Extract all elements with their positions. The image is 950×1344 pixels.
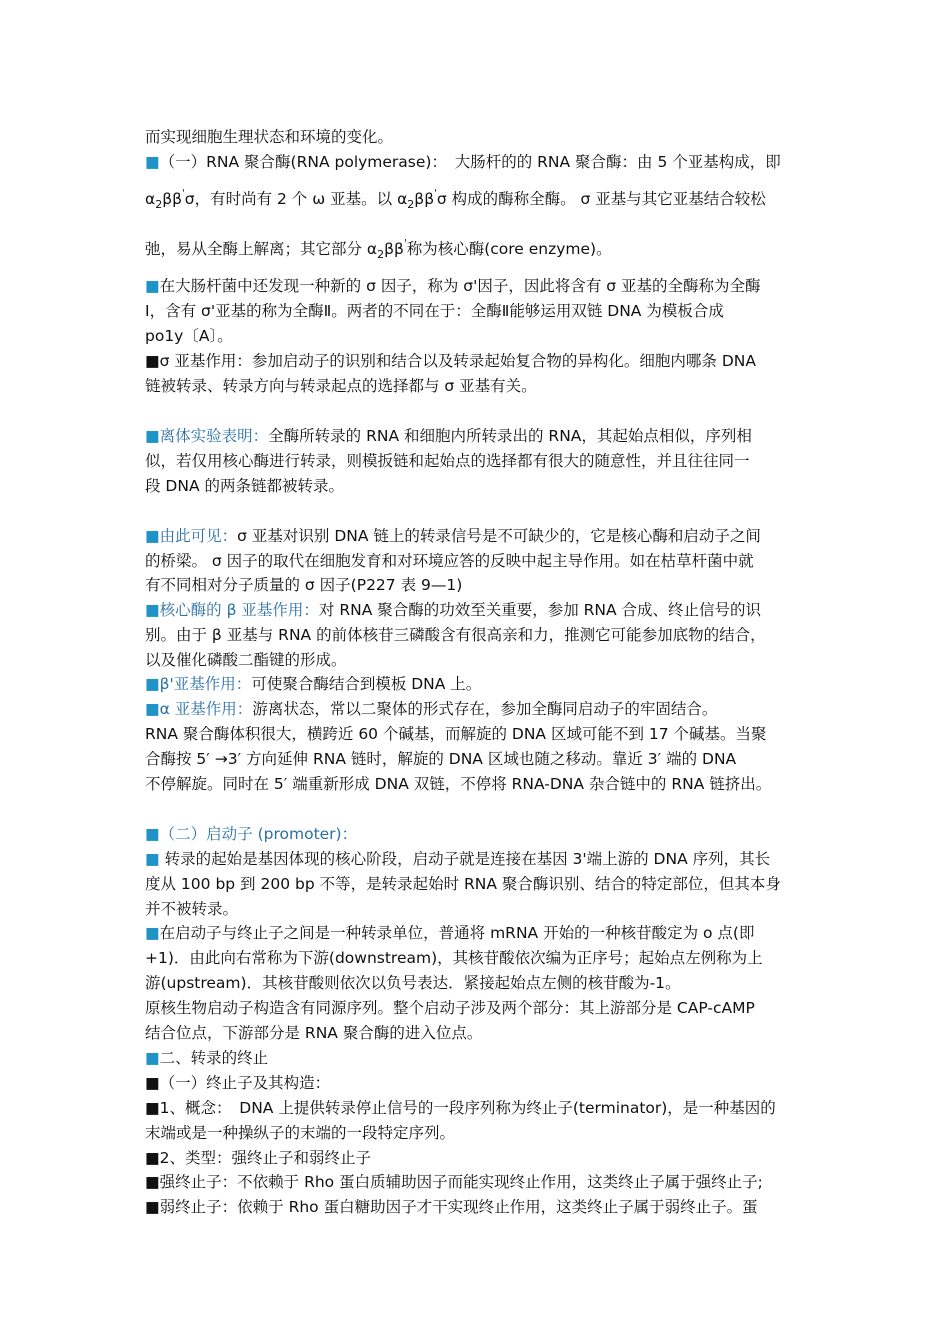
text-line: 链被转录、转录方向与转录起点的选择都与 σ 亚基有关。: [145, 377, 537, 395]
text-line: 以及催化磷酸二酯键的形成。: [145, 651, 347, 669]
text-line: 的桥梁。 σ 因子的取代在细胞发育和对环境应答的反映中起主导作用。如在枯草杆菌中就: [145, 552, 754, 570]
blue-square-bullet-icon: ■: [145, 601, 160, 619]
section-heading-promoter: ■（二）启动子 (promoter)：: [145, 825, 358, 843]
paragraph-line: ■由此可见：σ 亚基对识别 DNA 链上的转录信号是不可缺少的，它是核心酶和启动子之间: [145, 527, 761, 545]
text-line: 似，若仅用核心酶进行转录，则模扳链和起始点的选择都有很大的随意性，并且往往同一: [145, 452, 750, 470]
text-line: RNA 聚合酶体积很大，横跨近 60 个碱基，而解旋的 DNA 区域可能不到 17 个碱基。当聚: [145, 725, 767, 743]
text-line: 原核生物启动子构造含有同源序列。整个启动子涉及两个部分：其上游部分是 CAP-cAMP: [145, 999, 755, 1017]
text-line: 游(upstream)．其核苷酸则依次以负号表达．紧接起始点左侧的核苷酸为-1。: [145, 974, 681, 992]
highlighted-label: α 亚基作用：: [159, 700, 253, 718]
blue-square-bullet-icon: ■: [145, 527, 160, 545]
highlighted-label: β'亚基作用：: [159, 675, 252, 693]
section-heading-rna-polymerase: ■（一）RNA 聚合酶(RNA polymerase)： 大肠杆的的 RNA 聚合酶：由 5 个亚基构成，即: [145, 153, 781, 171]
text-line: 而实现细胞生理状态和环境的变化。: [145, 128, 394, 146]
paragraph-line: ■β'亚基作用：可使聚合酶结合到模板 DNA 上。: [145, 675, 482, 693]
black-square-bullet-icon: ■: [145, 1074, 160, 1092]
paragraph-line: ■弱终止子：依赖于 Rho 蛋白糖助因子才干实现终止作用，这类终止子属于弱终止子。蛋: [145, 1198, 758, 1216]
section-heading-termination: ■二、转录的终止: [145, 1049, 269, 1067]
paragraph-line: ■核心酶的 β 亚基作用：对 RNA 聚合酶的功效至关重要，参加 RNA 合成、终止信号的识: [145, 601, 762, 619]
text-line: 别。由于 β 亚基与 RNA 的前体核苷三磷酸含有很高亲和力，推测它可能参加底物的结合，: [145, 626, 766, 644]
paragraph-line: ■离体实验表明：全酶所转录的 RNA 和细胞内所转录出的 RNA，其起始点相似，序列相: [145, 427, 752, 445]
highlighted-label: 由此可见：: [159, 527, 238, 545]
black-square-bullet-icon: ■: [145, 1149, 160, 1167]
text-line: +1)．由此向右常称为下游(downstream)，其核苷酸依次编为正序号；起始点左例称为上: [145, 949, 763, 967]
blue-square-bullet-icon: ■: [145, 825, 160, 843]
text-line: 合酶按 5′ →3′ 方向延伸 RNA 链时，解旋的 DNA 区域也随之移动。靠近 3′ 端的 DNA: [145, 750, 737, 768]
text-line: 末端或是一种操纵子的末端的一段特定序列。: [145, 1124, 456, 1142]
text-line: 并不被转录。: [145, 900, 239, 918]
text-line: 结合位点，下游部分是 RNA 聚合酶的进入位点。: [145, 1024, 483, 1042]
paragraph-line: ■2、类型：强终止子和弱终止子: [145, 1149, 372, 1167]
paragraph-line: ■（一）终止子及其构造：: [145, 1074, 331, 1092]
paragraph-line: ■在大肠杆菌中还发现一种新的 σ 因子，称为 σ'因子，因此将含有 σ 亚基的全酶称为全酶: [145, 277, 761, 295]
blue-square-bullet-icon: ■: [145, 700, 160, 718]
blue-square-bullet-icon: ■: [145, 153, 160, 171]
paragraph-line: ■σ 亚基作用：参加启动子的识别和结合以及转录起始复合物的异构化。细胞内哪条 DNA: [145, 352, 756, 370]
black-square-bullet-icon: ■: [145, 1099, 160, 1117]
text-line: 有不同相对分子质量的 σ 因子(P227 表 9—1): [145, 576, 463, 594]
blue-square-bullet-icon: ■: [145, 924, 160, 942]
paragraph-line: ■在启动子与终止子之间是一种转录单位，普通将 mRNA 开始的一种核苷酸定为 o 点(即: [145, 924, 755, 942]
text-line: po1y〔A〕。: [145, 327, 233, 345]
black-square-bullet-icon: ■: [145, 1198, 160, 1216]
highlighted-label: 核心酶的 β 亚基作用：: [159, 601, 319, 619]
text-line: 度从 100 bp 到 200 bp 不等，是转录起始时 RNA 聚合酶识别、结合的特定部位，但其本身: [145, 875, 781, 893]
blue-square-bullet-icon: ■: [145, 277, 160, 295]
text-line-formula: 弛，易从全酶上解离；其它部分 $\alpha_2\beta\beta'$称为核心酶(core enzyme)。: [145, 238, 612, 261]
highlighted-label: 离体实验表明：: [159, 427, 269, 445]
black-square-bullet-icon: ■: [145, 1173, 160, 1191]
blue-square-bullet-icon: ■: [145, 850, 160, 868]
paragraph-line: ■强终止子：不依赖于 Rho 蛋白质辅助因子而能实现终止作用，这类终止子属于强终止子;: [145, 1173, 763, 1191]
black-square-bullet-icon: ■: [145, 352, 160, 370]
paragraph-line: ■ 转录的起始是基因体现的核心阶段，启动子就是连接在基因 3'端上游的 DNA 序列，其长: [145, 850, 771, 868]
text-line: I，含有 σ'亚基的称为全酶Ⅱ。两者的不同在于：全酶Ⅱ能够运用双链 DNA 为模板合成: [145, 302, 724, 320]
paragraph-line: ■α 亚基作用：游离状态，常以二聚体的形式存在，参加全酶同启动子的牢固结合。: [145, 700, 718, 718]
paragraph-line: ■1、概念： DNA 上提供转录停止信号的一段序列称为终止子(terminator)，是一种基因的: [145, 1099, 776, 1117]
blue-square-bullet-icon: ■: [145, 427, 160, 445]
blue-square-bullet-icon: ■: [145, 675, 160, 693]
blue-square-bullet-icon: ■: [145, 1049, 160, 1067]
text-line: 段 DNA 的两条链都被转录。: [145, 477, 344, 495]
text-line: 不停解旋。同时在 5′ 端重新形成 DNA 双链，不停将 RNA-DNA 杂合链中的 RNA 链挤出。: [145, 775, 772, 793]
text-line-formula: $\alpha_2\beta\beta'\sigma$，有时尚有 2 个 ω 亚基。以 $\alpha_2\beta\beta'\sigma$ 构成的酶称全酶。 σ 亚基与其它亚基结合较松: [145, 188, 766, 211]
